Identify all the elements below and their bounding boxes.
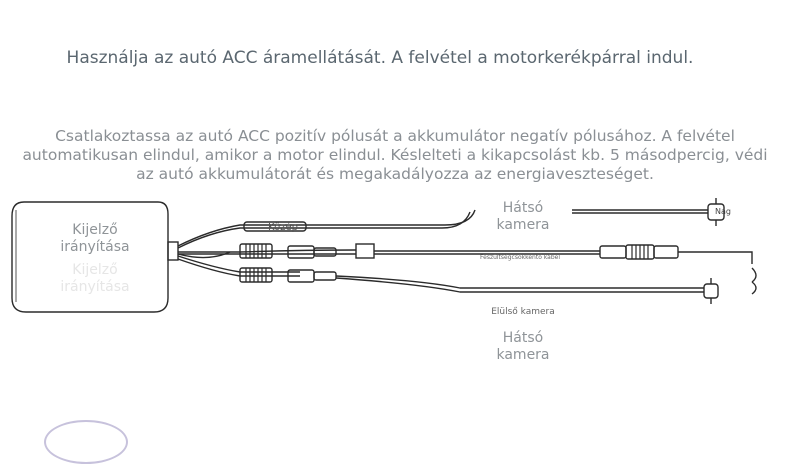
display-connector	[168, 242, 178, 260]
screen-label-1: Kijelző irányítása	[60, 222, 130, 255]
front-camera-body	[704, 284, 718, 298]
wiring-diagram	[0, 190, 800, 379]
voltage-cable-label: Feszültségcsökkentő kábel	[480, 254, 561, 261]
headline: Használja az autó ACC áramellátását. A felvétel a motorkerékpárral indul.	[66, 48, 694, 68]
nag-label: Nag	[715, 207, 731, 216]
cable-middle	[178, 250, 356, 252]
middle-label: Közép	[268, 222, 298, 233]
cable-lower	[178, 256, 300, 272]
decorative-circle	[44, 420, 128, 464]
screen-label-2: Kijelző irányítása	[60, 262, 130, 295]
front-camera-label: Elülső kamera	[491, 307, 555, 317]
voltage-reducer	[356, 244, 374, 258]
description: Csatlakoztassa az autó ACC pozitív pólusát a akkumulátor negatív pólusához. A felvétel automatikusan elindul, amikor a motor elindul. Késlelteti a kikapcsolást kb. 5 másodpercig, védi az autó akkumulátorát és megakadályozza az energiaveszteséget.	[22, 127, 768, 183]
rear-camera-top-label: Hátsó kamera	[496, 200, 550, 233]
rear-camera-bottom-label: Hátsó kamera	[496, 330, 550, 363]
